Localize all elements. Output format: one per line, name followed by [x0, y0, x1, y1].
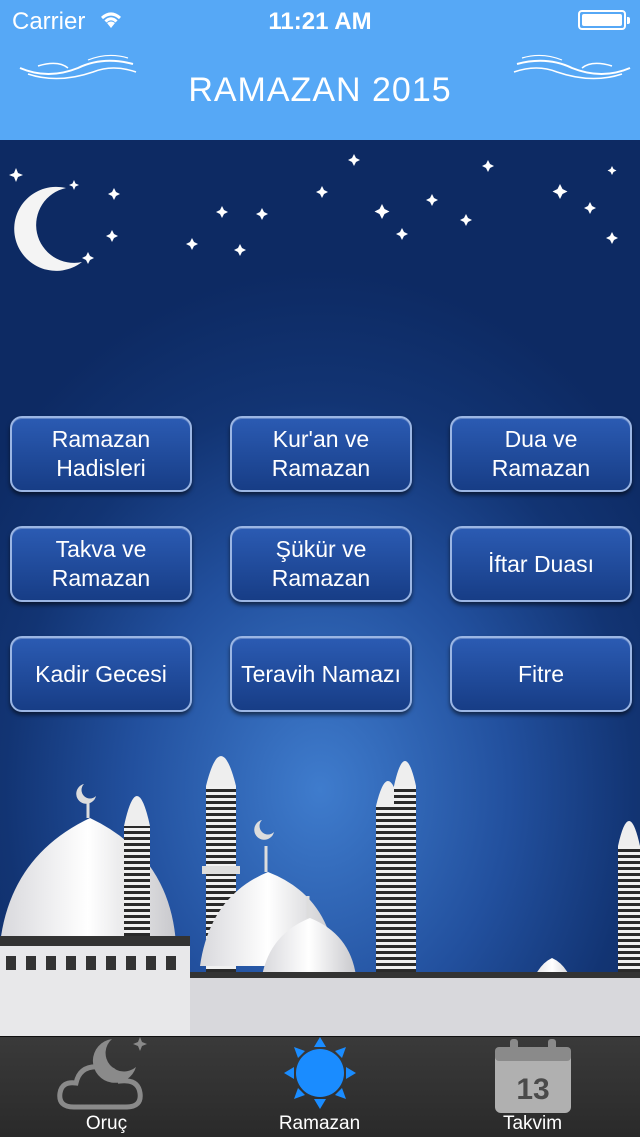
mosque-illustration [0, 696, 640, 1036]
clock: 11:21 AM [268, 8, 372, 35]
kuran-ve-ramazan-button[interactable] [230, 416, 412, 492]
header-bar [0, 0, 640, 140]
button-label: Şükür ve Ramazan [271, 536, 371, 591]
tab-label: Ramazan [278, 1113, 361, 1134]
button-label: İftar Duası [487, 550, 595, 577]
button-label: Ramazan Hadisleri [51, 426, 151, 481]
ramazan-hadisleri-button[interactable] [10, 416, 192, 492]
iftar-duasi-button[interactable] [450, 526, 632, 602]
button-label: Teravih Namazı [241, 660, 401, 687]
dua-ve-ramazan-button[interactable] [450, 416, 632, 492]
main-content [0, 140, 640, 1036]
ornament-right-icon [512, 50, 632, 86]
crescent-moon-icon [14, 187, 82, 271]
takva-ve-ramazan-button[interactable] [10, 526, 192, 602]
button-label: Kadir Gecesi [35, 660, 167, 687]
button-label: Dua ve Ramazan [491, 426, 591, 481]
stars [9, 154, 618, 264]
tab-label: Oruç [85, 1113, 128, 1134]
tab-ramazan[interactable] [213, 1037, 426, 1137]
button-label: Kur'an ve Ramazan [271, 426, 371, 481]
button-label: Fitre [518, 660, 564, 687]
tab-label: Takvim [502, 1113, 563, 1134]
status-bar [0, 0, 640, 40]
tab-takvim[interactable] [426, 1037, 639, 1137]
moon-cloud-icon [52, 1037, 162, 1113]
calendar-day: 13 [515, 1073, 550, 1106]
sun-icon [275, 1037, 365, 1113]
night-sky-background [0, 140, 640, 440]
button-label: Takva ve Ramazan [51, 536, 151, 591]
tab-oruc[interactable] [0, 1037, 213, 1137]
carrier-label: Carrier [12, 8, 86, 35]
calendar-icon [488, 1037, 578, 1117]
page-title: RAMAZAN 2015 [188, 70, 452, 109]
sukur-ve-ramazan-button[interactable] [230, 526, 412, 602]
battery-icon [578, 10, 626, 30]
tab-bar [0, 1036, 640, 1137]
